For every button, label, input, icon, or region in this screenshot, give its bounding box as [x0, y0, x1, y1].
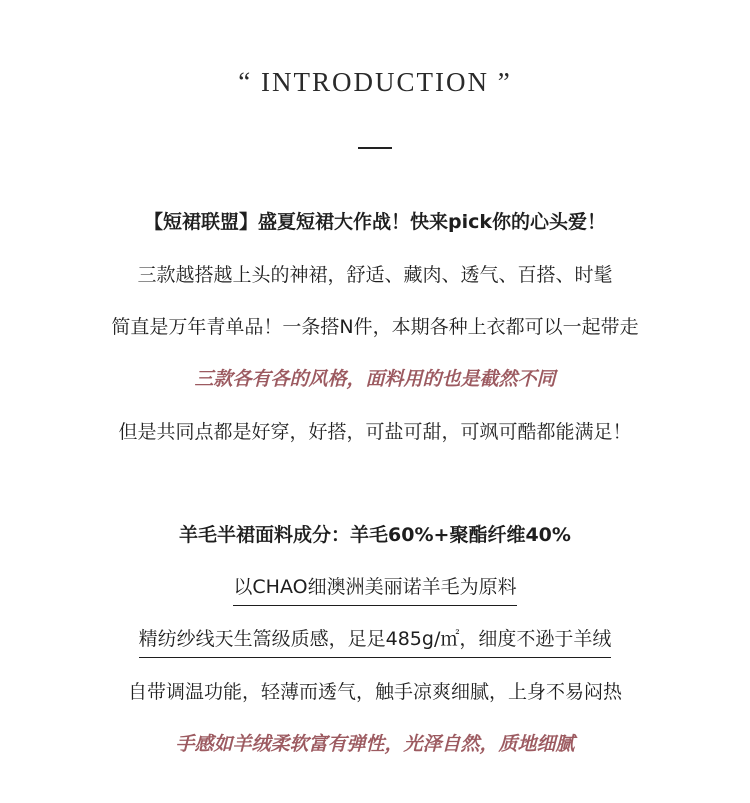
intro-line-evergreen: 简直是万年青单品！一条搭N件，本期各种上衣都可以一起带走 [111, 316, 639, 338]
intro-line-features: 三款越搭越上头的神裙，舒适、藏肉、透气、百搭、时髦 [137, 264, 613, 286]
fabric-origin-line-wrap [0, 572, 750, 606]
intro-highlight-line: 三款各有各的风格，面料用的也是截然不同 [194, 368, 556, 390]
section-heading: “ INTRODUCTION ” [238, 67, 512, 97]
heading-divider [358, 147, 392, 149]
intro-line-common: 但是共同点都是好穿，好搭，可盐可甜，可飒可酷都能满足！ [118, 421, 632, 443]
intro-title-line: 【短裙联盟】盛夏短裙大作战！快来pick你的心头爱！ [143, 211, 606, 233]
fabric-composition-line: 羊毛半裙面料成分：羊毛60%+聚酯纤维40% [179, 524, 571, 546]
fabric-yarn-line-wrap [0, 624, 750, 658]
fabric-origin-line: 以CHAO细澳洲美丽诺羊毛为原料 [233, 572, 516, 606]
fabric-highlight-line: 手感如羊绒柔软富有弹性，光泽自然，质地细腻 [175, 733, 575, 755]
fabric-yarn-line: 精纺纱线天生篙级质感，足足485g/㎡，细度不逊于羊绒 [139, 624, 612, 658]
fabric-function-line: 自带调温功能，轻薄而透气，触手凉爽细腻，上身不易闷热 [127, 681, 622, 703]
